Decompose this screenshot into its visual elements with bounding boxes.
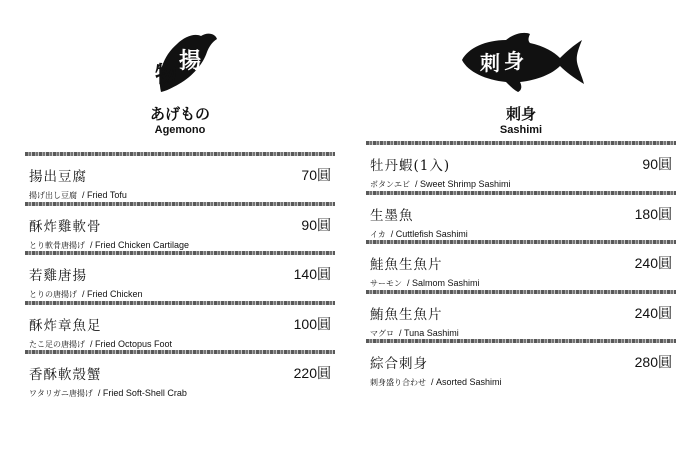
svg-text:身: 身 bbox=[504, 49, 524, 73]
agemono-section bbox=[25, 0, 335, 457]
item-name-en: / Fried Octopus Foot bbox=[90, 338, 173, 349]
item-subtitle bbox=[370, 328, 459, 339]
sashimi-title-en: Sashimi bbox=[499, 124, 543, 136]
item-name: 牡丹蝦(1入) bbox=[370, 158, 451, 174]
menu-item-fried-octopus-foot bbox=[25, 301, 335, 351]
item-name: 鮪魚生魚片 bbox=[370, 306, 443, 323]
divider bbox=[25, 350, 335, 354]
menu-item-fried-tofu bbox=[25, 152, 335, 202]
agemono-title-jp: あげもの bbox=[149, 105, 210, 123]
item-name-en: / Salmom Sashimi bbox=[407, 278, 480, 288]
item-subtitle bbox=[29, 339, 172, 350]
item-name-jp: ボタンエビ bbox=[370, 180, 410, 189]
agemono-menu-list bbox=[25, 152, 335, 400]
fried-fish-logo-icon bbox=[135, 30, 225, 96]
divider bbox=[366, 240, 676, 244]
menu-item-cuttlefish bbox=[366, 191, 676, 241]
item-subtitle bbox=[370, 377, 502, 388]
item-subtitle bbox=[370, 229, 468, 240]
item-name: 揚出豆腐 bbox=[29, 169, 87, 185]
item-subtitle bbox=[29, 388, 187, 399]
item-name: 酥炸章魚足 bbox=[29, 317, 102, 334]
item-name-jp: イカ bbox=[370, 229, 386, 239]
item-name: 酥炸雞軟骨 bbox=[29, 218, 102, 235]
item-subtitle bbox=[29, 289, 143, 300]
divider bbox=[25, 251, 335, 255]
item-name-en: / Fried Soft-Shell Crab bbox=[97, 388, 187, 398]
svg-text:物: 物 bbox=[155, 62, 178, 88]
menu-item-fried-chicken-cartilage bbox=[25, 202, 335, 252]
item-price: 100圓 bbox=[293, 315, 331, 332]
item-price: 90圓 bbox=[301, 216, 331, 233]
item-subtitle bbox=[370, 179, 511, 190]
divider bbox=[366, 339, 676, 343]
sashimi-title-jp: 刺身 bbox=[505, 105, 536, 123]
item-name: 若雞唐揚 bbox=[29, 268, 87, 284]
divider bbox=[366, 290, 676, 294]
item-name: 綜合刺身 bbox=[370, 356, 428, 372]
item-price: 280圓 bbox=[634, 354, 672, 370]
item-name-jp: とりの唐揚げ bbox=[29, 290, 77, 299]
item-name-jp: マグロ bbox=[370, 328, 394, 338]
fish-logo-icon bbox=[458, 30, 584, 94]
item-name-jp: 揚げ出し豆腐 bbox=[29, 191, 77, 200]
item-price: 90圓 bbox=[642, 156, 672, 172]
item-name-en: / Sweet Shrimp Sashimi bbox=[415, 179, 511, 189]
divider bbox=[25, 202, 335, 206]
item-name-en: / Tuna Sashimi bbox=[399, 327, 459, 338]
item-price: 220圓 bbox=[293, 365, 331, 381]
sashimi-header bbox=[366, 30, 676, 140]
menu-item-assorted-sashimi bbox=[366, 339, 676, 389]
svg-text:揚: 揚 bbox=[179, 48, 202, 74]
divider bbox=[25, 152, 335, 156]
menu-item-salmon bbox=[366, 240, 676, 290]
item-name-jp: サーモン bbox=[370, 279, 402, 288]
item-name: 香酥軟殼蟹 bbox=[29, 367, 102, 383]
item-name-jp: とり軟骨唐揚げ bbox=[29, 240, 85, 250]
item-name: 鮭魚生魚片 bbox=[370, 257, 443, 273]
item-price: 240圓 bbox=[634, 255, 672, 271]
item-price: 180圓 bbox=[634, 205, 672, 222]
sashimi-section bbox=[366, 0, 676, 457]
menu-item-sweet-shrimp bbox=[366, 141, 676, 191]
menu-item-tuna bbox=[366, 290, 676, 340]
agemono-title-en: Agemono bbox=[154, 124, 206, 136]
item-name-jp: ワタリガニ唐揚げ bbox=[29, 389, 93, 398]
menu-item-fried-chicken bbox=[25, 251, 335, 301]
divider bbox=[366, 141, 676, 145]
item-name-jp: たこ足の唐揚げ bbox=[29, 339, 85, 349]
item-name: 生墨魚 bbox=[370, 207, 414, 224]
item-name-en: / Fried Chicken bbox=[82, 289, 143, 299]
divider bbox=[25, 301, 335, 305]
divider bbox=[366, 191, 676, 195]
item-subtitle bbox=[29, 240, 189, 251]
svg-text:刺: 刺 bbox=[480, 51, 500, 75]
item-name-en: / Fried Chicken Cartilage bbox=[90, 239, 190, 250]
item-name-en: / Fried Tofu bbox=[82, 190, 127, 200]
sashimi-menu-list bbox=[366, 141, 676, 389]
item-subtitle bbox=[370, 278, 480, 289]
item-price: 70圓 bbox=[301, 167, 331, 183]
item-subtitle bbox=[29, 190, 127, 201]
item-price: 140圓 bbox=[293, 266, 331, 282]
item-name-en: / Asorted Sashimi bbox=[431, 377, 502, 387]
item-price: 240圓 bbox=[634, 304, 672, 321]
item-name-en: / Cuttlefish Sashimi bbox=[390, 228, 468, 239]
menu-item-fried-soft-shell-crab bbox=[25, 350, 335, 400]
agemono-header bbox=[25, 30, 335, 140]
item-name-jp: 刺身盛り合わせ bbox=[370, 378, 426, 387]
